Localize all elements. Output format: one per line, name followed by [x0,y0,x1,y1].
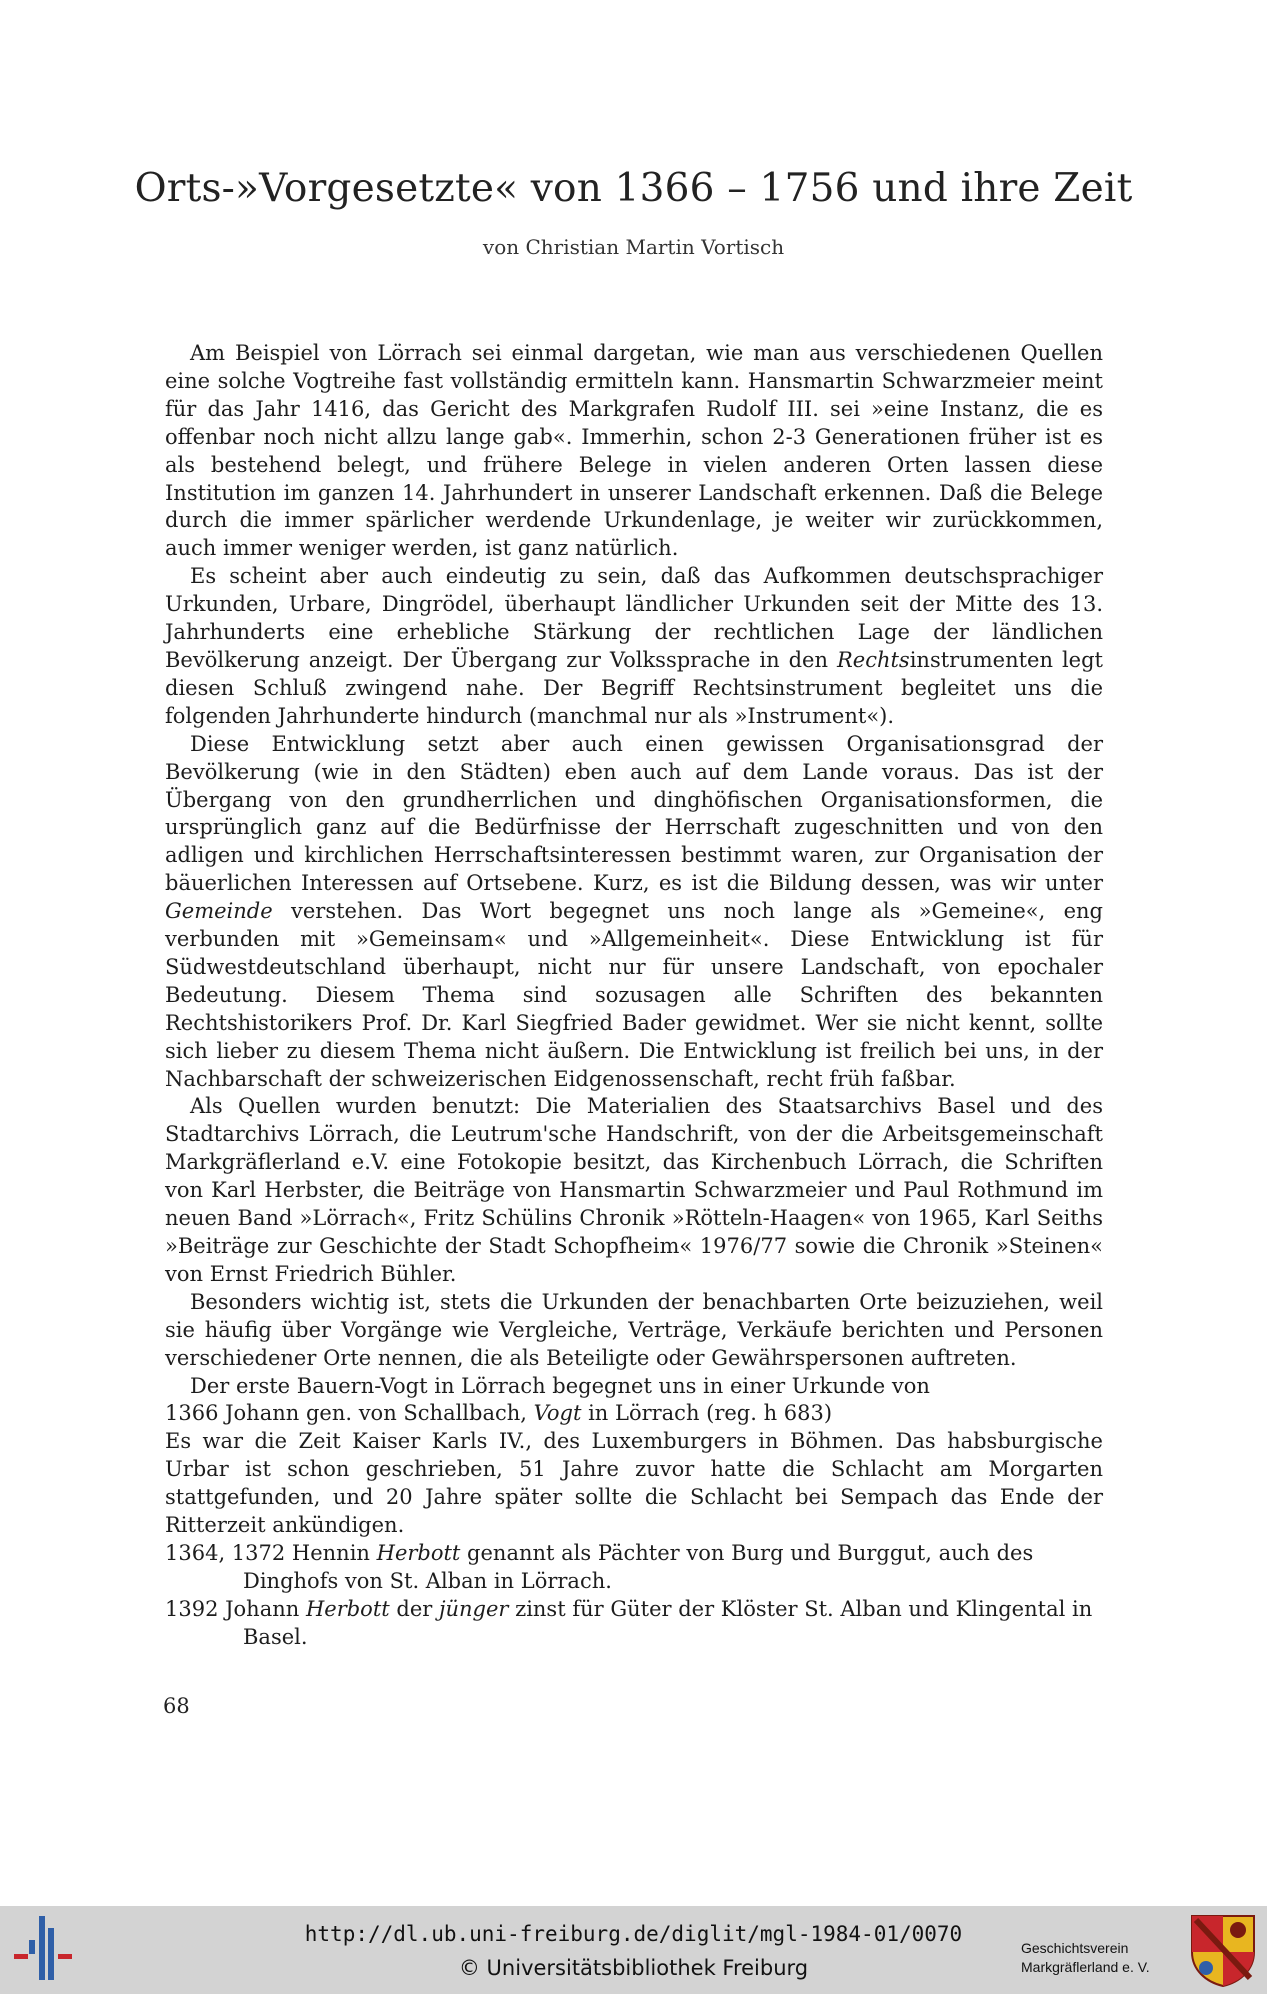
paragraph: Als Quellen wurden benutzt: Die Materialien des Staatsarchivs Basel und des Stadtarchivs Lörrach, die Leutrum'sche Handschrift, von der die Arbeitsgemeinschaft Markgräflerland e.V. eine Fotokopie besitzt, das Kirchenbuch Lörrach, die Schriften von Karl Herbster, die Beiträge von Hansmartin Schwarzmeier und Paul Rothmund im neuen Band »Lörrach«, Fritz Schülins Chronik »Rötteln-Haagen« von 1965, Karl Seiths »Beiträge zur Geschichte der Stadt Schopfheim« 1976/77 sowie die Chronik »Steinen« von Ernst Friedrich Bühler. [165,1094,1103,1286]
article-byline: von Christian Martin Vortisch [482,235,785,259]
paragraph: Der erste Bauern-Vogt in Lörrach begegnet uns in einer Urkunde von [190,1373,930,1398]
entry-detail: Es war die Zeit Kaiser Karls IV., des Luxemburgers in Böhmen. Das habsburgische Urbar ist schon geschrieben, 51 Jahre zuvor hatte die Schlacht am Morgarten stattgefunden, und 20 Jahre später sollte die Schlacht bei Sempach das Ende der Ritterzeit ankündigen. [165,1429,1103,1538]
page-number: 68 [163,1694,190,1718]
coat-of-arms-icon [1188,1912,1258,1988]
society-line: Markgräflerland e. V. [1021,1959,1150,1975]
society-line: Geschichtsverein [1021,1940,1129,1956]
paragraph: Diese Entwicklung setzt aber auch einen gewissen Organisationsgrad der Bevölkerung (wie in den Städten) eben auch auf dem Lande voraus. Das ist der Übergang von den grundherrlichen und dinghöfischen Organisationsformen, die ursprünglich ganz auf die Bedürfnisse der Herrschaft zugeschnitten und von den adligen und kirchlichen Herrschaftsinteressen bestimmt waren, zur Organisation der bäuerlichen Interessen auf Ortsebene. Kurz, es ist die Bildung dessen, was wir unter Gemeinde verstehen. Das Wort begegnet uns noch lange als »Gemeine«, eng verbunden mit »Gemeinsam« und »Allgemeinheit«. Diese Entwicklung ist für Südwestdeutschland überhaupt, nicht nur für unsere Landschaft, von epochaler Bedeutung. Diesem Thema sind sozusagen alle Schriften des bekannten Rechtshistorikers Prof. Dr. Karl Siegfried Bader gewidmet. Wer sie nicht kennt, sollte sich lieber zu diesem Thema nicht äußern. Die Entwicklung ist freilich bei uns, in der Nachbarschaft der schweizerischen Eidgenossenschaft, recht früh faßbar. [165,731,1103,1091]
entry-heading: 1366 Johann gen. von Schallbach, Vogt in Lörrach (reg. h 683) [165,1401,833,1426]
paragraph: Am Beispiel von Lörrach sei einmal dargetan, wie man aus verschiedenen Quellen eine solche Vogtreihe fast vollständig ermitteln kann. Hansmartin Schwarzmeier meint für das Jahr 1416, das Gericht des Markgrafen Rudolf III. sei »eine Instanz, die es offenbar noch nicht allzu lange gab«. Immerhin, schon 2-3 Generationen früher ist es als bestehend belegt, und frühere Belege in vielen anderen Orten lassen diese Institution im ganzen 14. Jahrhundert in unserer Landschaft erkennen. Daß die Belege durch die immer spärlicher werdende Urkundenlage, je weiter wir zurückkommen, auch immer weniger werden, ist ganz natürlich. [165,341,1103,561]
chronology-entry [165,1400,1103,1540]
emphasis: Rechts [836,647,910,672]
chronology-entry [165,1596,1103,1652]
article-body [165,340,1103,1652]
chronology-entry [165,1540,1103,1596]
entry-heading: 1392 Johann Herbott der jünger zinst für Güter der Klöster St. Alban und Klingental in Basel. [165,1596,1093,1649]
paragraph: Besonders wichtig ist, stets die Urkunden der benachbarten Orte beizuziehen, weil sie häufig über Vorgänge wie Vergleiche, Verträge, Verkäufe berichten und Personen verschiedener Orte nennen, die als Beteiligte oder Gewährspersonen auftreten. [165,1289,1103,1370]
footer-copyright: © Universitätsbibliothek Freiburg [458,1956,809,1980]
paragraph: Es scheint aber auch eindeutig zu sein, daß das Aufkommen deutschsprachiger Urkunden, Urbare, Dingrödel, überhaupt ländlicher Urkunden seit der Mitte des 13. Jahrhunderts eine erhebliche Stärkung der rechtlichen Lage der ländlichen Bevölkerung anzeigt. Der Übergang zur Volkssprache in den Rechtsinstrumenten legt diesen Schluß zwingend nahe. Der Begriff Rechtsinstrument begleitet uns die folgenden Jahrhunderte hindurch (manchmal nur als »Instrument«). [165,564,1103,728]
emphasis: Gemeinde [165,899,273,924]
article-title: Orts-»Vorgesetzte« von 1366 – 1756 und ihre Zeit [134,166,1133,211]
footer-society-name [1021,1939,1150,1977]
entry-heading: 1364, 1372 Hennin Herbott genannt als Pächter von Burg und Burggut, auch des Dinghofs von St. Alban in Lörrach. [165,1540,1034,1593]
footer-url-link[interactable]: http://dl.ub.uni-freiburg.de/diglit/mgl-1984-01/0070 [304,1922,963,1946]
footer-bar [0,1906,1267,1994]
